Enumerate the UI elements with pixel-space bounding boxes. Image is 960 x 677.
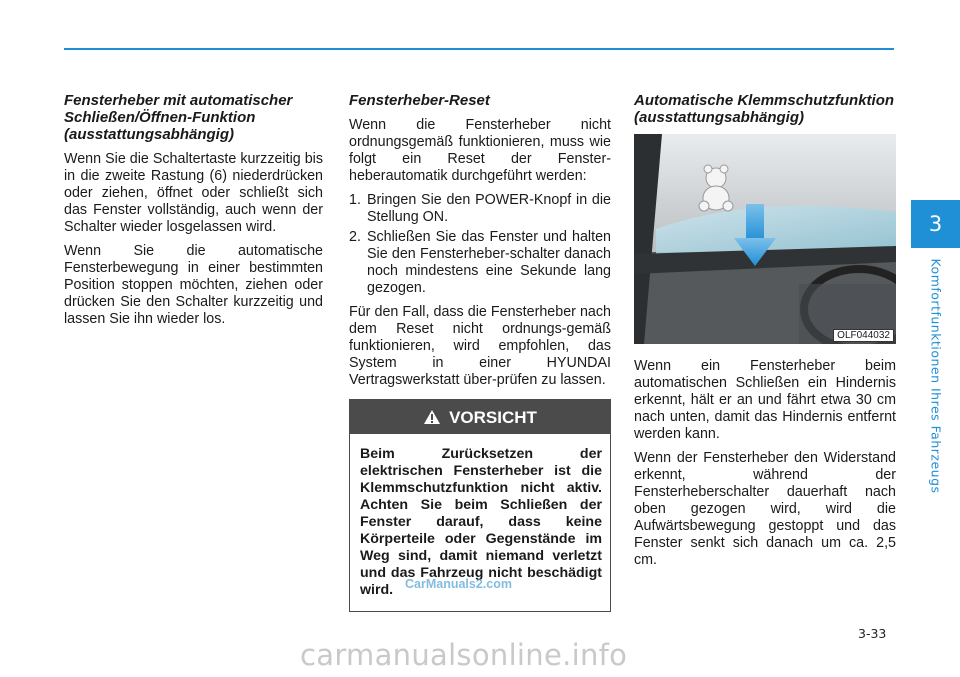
chapter-label: Komfortfunktionen Ihres Fahrzeugs [928,258,944,494]
paragraph: Wenn Sie die Schaltertaste kurzzeitig bis in die zweite Rastung (6) niederdrücken oder ziehen, öffnet oder schließt sich das Fenster vollständig, auch wenn der Schalter wieder losgelassen wird. [64,151,323,235]
caution-text: Beim Zurücksetzen der elektrischen Fensterheber ist die Klemmschutzfunktion nicht aktiv. Achten Sie beim Schließen der Fenster darauf, dass keine Körperteile oder Gegenstände im Weg sind, damit niemand verletzt und das Fahrzeug nicht beschädigt wird. [360,446,602,598]
paragraph: Wenn der Fensterheber den Widerstand erkennt, während der Fensterheberschalter dauerhaft nach oben gezogen wird, wird die Aufwärtsbewegung gestoppt und das Fenster senkt sich danach um ca. 2,5 cm. [634,450,896,568]
step-text: Bringen Sie den POWER-Knopf in die Stellung ON. [367,192,611,225]
step-number: 2. [349,229,361,245]
watermark: carmanualsonline.info [300,638,628,672]
header-rule [64,48,894,50]
caution-title: VORSICHT [449,407,537,427]
step-text: Schließen Sie das Fenster und halten Sie den Fensterheber-schalter danach noch mindestens eine Sekunde lang gezogen. [367,229,611,296]
anti-pinch-illustration [634,134,896,344]
paragraph: Wenn Sie die automatische Fensterbewegung in einer bestimmten Position stoppen möchten, ziehen oder drücken Sie den Schalter kurzzeitig und lassen Sie ihn wieder los. [64,243,323,327]
column-middle [349,92,611,612]
column-right [634,92,896,576]
step-number: 1. [349,192,361,208]
paragraph: Für den Fall, dass die Fensterheber nach dem Reset nicht ordnungs-gemäß funktionieren, wird empfohlen, das System in einer HYUNDAI Vertragswerkstatt über-prüfen zu lassen. [349,304,611,388]
caution-header [350,400,610,434]
car-window-illustration [634,134,896,344]
section-heading-anti-pinch: Automatische Klemmschutzfunktion (ausstattungsabhängig) [634,92,895,126]
paragraph: Wenn die Fensterheber nicht ordnungsgemäß funktionieren, muss wie folgt ein Reset der Fenster-heberautomatik durchgeführt werden: [349,117,611,184]
list-item [349,229,611,297]
warning-icon [423,409,441,425]
figure-code: OLF044032 [833,329,894,342]
reset-steps-list [349,192,611,297]
column-left [64,92,323,335]
section-heading-auto-window: Fensterheber mit automatischer Schließen/Öffnen-Funktion (ausstattungsabhängig) [64,92,293,143]
paragraph: Wenn ein Fensterheber beim automatischen Schließen ein Hindernis erkennt, hält er an und fährt etwa 30 cm nach unten, damit das Hindernis entfernt werden kann. [634,358,896,442]
list-item [349,192,611,226]
watermark: CarManuals2.com [405,577,512,591]
chapter-tab: 3 [911,200,960,248]
section-heading-reset: Fensterheber-Reset [349,92,490,109]
page-number: 3-33 [858,626,887,641]
